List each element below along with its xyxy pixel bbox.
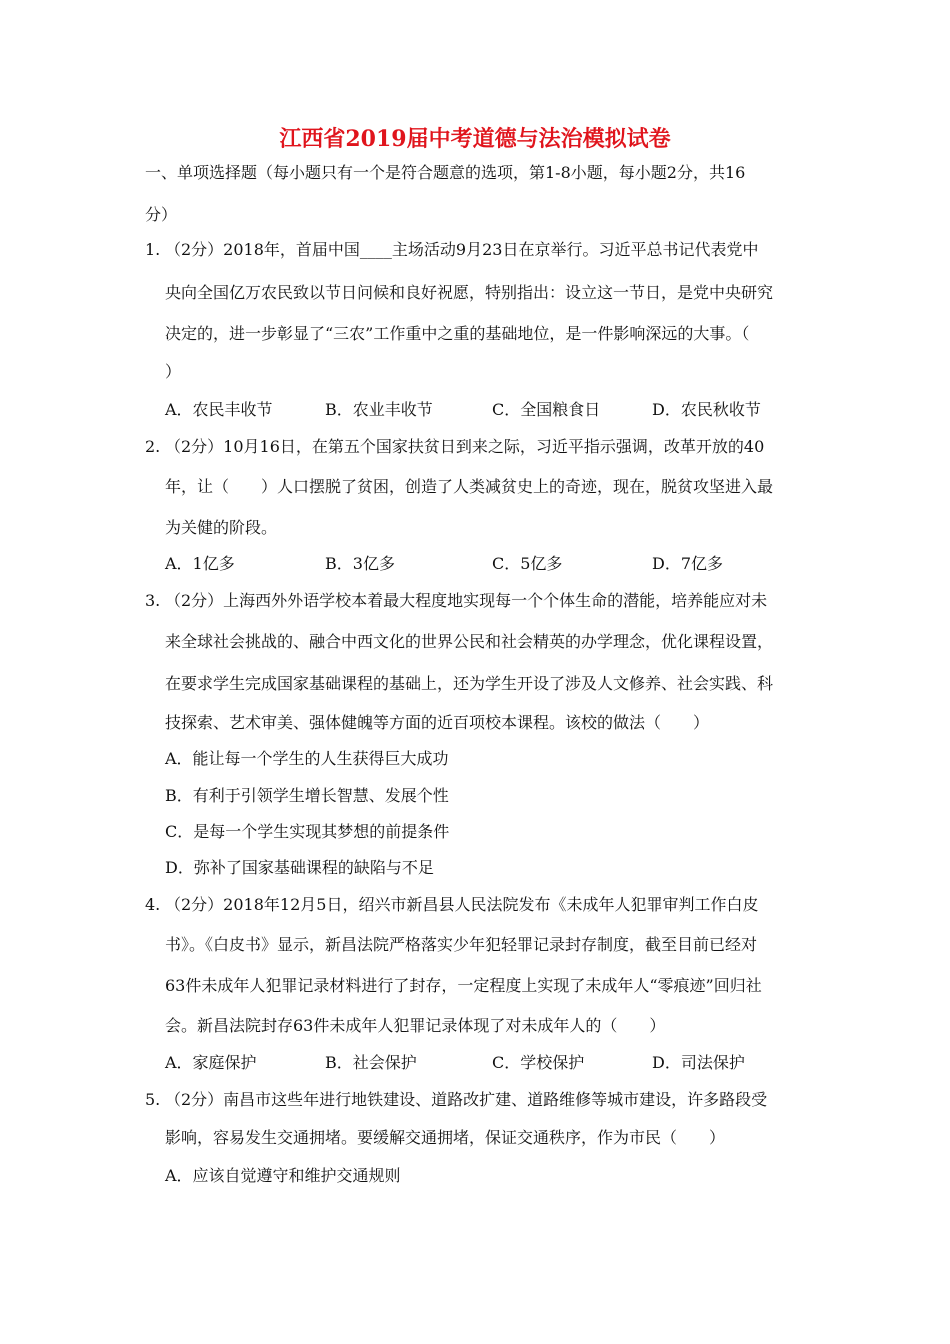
option-d: D．7亿多	[652, 554, 724, 573]
question-number: 1.	[145, 240, 161, 259]
question-number: 4.	[145, 895, 161, 914]
question-text-line: 来全球社会挑战的、融合中西文化的世界公民和社会精英的办学理念，优化课程设置，	[165, 632, 774, 651]
question-text-line: 央向全国亿万农民致以节日问候和良好祝愿，特别指出：设立这一节日，是党中央研究	[165, 283, 774, 302]
question-text-line: （2分）南昌市这些年进行地铁建设、道路改扩建、道路维修等城市建设，许多路段受	[165, 1090, 768, 1109]
option-a: A．农民丰收节	[165, 400, 273, 419]
option-a: A．1亿多	[165, 554, 235, 573]
option-c: C．是每一个学生实现其梦想的前提条件	[165, 822, 450, 841]
option-a: A．能让每一个学生的人生获得巨大成功	[165, 749, 449, 768]
question-text-line: 技探索、艺术审美、强体健魄等方面的近百项校本课程。该校的做法（ ）	[165, 713, 710, 732]
option-b: B．3亿多	[325, 554, 395, 573]
question-text-line: 决定的，进一步彰显了“三农”工作重中之重的基础地位，是一件影响深远的大事。（	[165, 324, 750, 343]
option-d: D．农民秋收节	[652, 400, 761, 419]
option-c: C．学校保护	[492, 1053, 585, 1072]
question-text-line: ）	[165, 362, 182, 381]
option-b: B．农业丰收节	[325, 400, 433, 419]
document-title: 江西省2019届中考道德与法治模拟试卷	[279, 126, 671, 152]
option-c: C．全国粮食日	[492, 400, 601, 419]
section-heading-line-1: 一、单项选择题（每小题只有一个是符合题意的选项，第1-8小题，每小题2分，共16	[145, 163, 746, 182]
question-number: 3.	[145, 591, 161, 610]
option-d: D．司法保护	[652, 1053, 745, 1072]
option-c: C．5亿多	[492, 554, 563, 573]
question-text-line: （2分）10月16日，在第五个国家扶贫日到来之际，习近平指示强调，改革开放的40	[165, 437, 765, 456]
question-text-line: 会。新昌法院封存63件未成年人犯罪记录体现了对未成年人的（ ）	[165, 1016, 666, 1035]
section-heading-line-2: 分）	[145, 205, 178, 224]
question-text-line: 书》。《白皮书》显示，新昌法院严格落实少年犯轻罪记录封存制度，截至目前已经对	[165, 935, 758, 954]
question-text-line: 年，让（ ）人口摆脱了贫困，创造了人类减贫史上的奇迹，现在，脱贫攻坚进入最	[165, 477, 774, 496]
option-b: B．社会保护	[325, 1053, 417, 1072]
question-text-line: 在要求学生完成国家基础课程的基础上，还为学生开设了涉及人文修养、社会实践、科	[165, 674, 774, 693]
question-number: 5.	[145, 1090, 161, 1109]
question-text-line: （2分）2018年12月5日，绍兴市新昌县人民法院发布《未成年人犯罪审判工作白皮	[165, 895, 759, 914]
question-text-line: 63件未成年人犯罪记录材料进行了封存，一定程度上实现了未成年人“零痕迹”回归社	[165, 976, 762, 995]
question-number: 2.	[145, 437, 161, 456]
option-a: A．家庭保护	[165, 1053, 257, 1072]
option-d: D．弥补了国家基础课程的缺陷与不足	[165, 858, 434, 877]
question-text-line: （2分）2018年，首届中国____主场活动9月23日在京举行。习近平总书记代表党中	[165, 240, 759, 259]
option-a: A．应该自觉遵守和维护交通规则	[165, 1166, 401, 1185]
question-text-line: （2分）上海西外外语学校本着最大程度地实现每一个个体生命的潜能，培养能应对未	[165, 591, 768, 610]
question-text-line: 影响，容易发生交通拥堵。要缓解交通拥堵，保证交通秩序，作为市民（ ）	[165, 1128, 726, 1147]
question-text-line: 为关健的阶段。	[165, 518, 278, 537]
option-b: B．有利于引领学生增长智慧、发展个性	[165, 786, 449, 805]
